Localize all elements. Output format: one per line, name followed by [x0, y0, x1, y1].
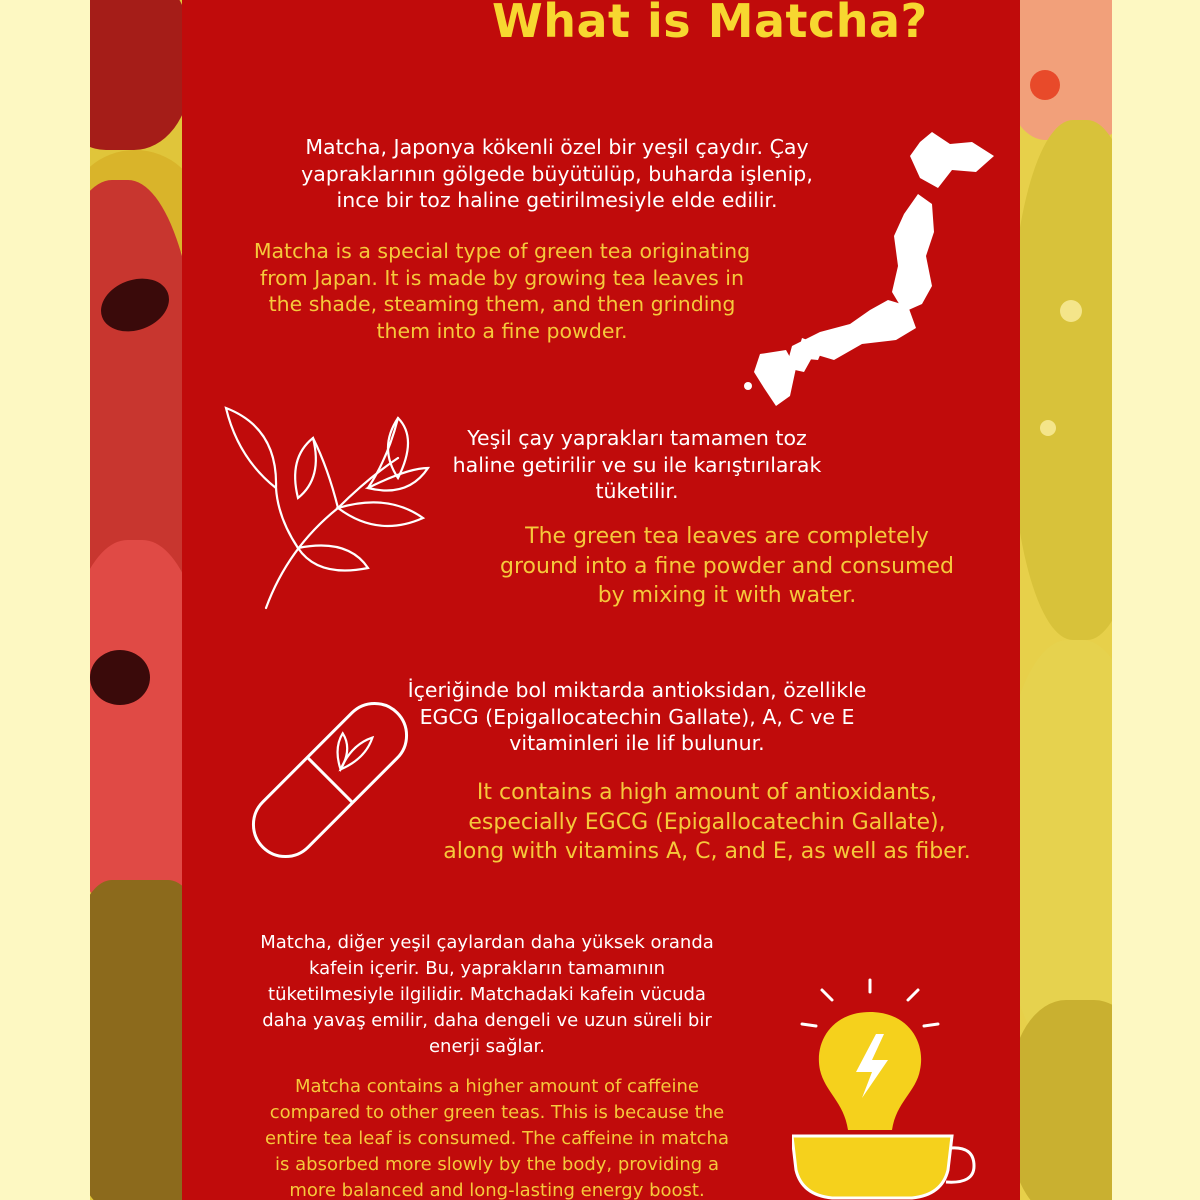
page-title: What is Matcha?: [492, 0, 928, 48]
section-2-english: The green tea leaves are completely ground into a fine powder and consumed by mixing it with water.: [500, 524, 954, 609]
japan-map-icon: [742, 124, 1002, 414]
energy-bulb-cup-icon: [792, 970, 1012, 1200]
left-background-art: [90, 0, 182, 1200]
section-4-turkish: Matcha, diğer yeşil çaylardan daha yüksek oranda kafein içerir. Bu, yaprakların tamamının tüketilmesiyle ilgilidir. Matchadaki kafein vücuda daha yavaş emilir, daha dengeli ve uzun süreli bir enerji sağlar.: [260, 932, 714, 1058]
content-panel: [182, 0, 1020, 1200]
section-3-english: It contains a high amount of antioxidants, especially EGCG (Epigallocatechin Gallate), along with vitamins A, C, and E, as well as fiber.: [443, 780, 971, 865]
section-3-turkish: İçeriğinde bol miktarda antioksidan, özellikle EGCG (Epigallocatechin Gallate), A, C ve E vitaminleri ile lif bulunur.: [407, 678, 867, 756]
section-4-english: Matcha contains a higher amount of caffeine compared to other green teas. This is because the entire tea leaf is consumed. The caffeine in matcha is absorbed more slowly by the body, providing a more balanced and long-lasting energy boost.: [265, 1076, 729, 1200]
section-1-english: Matcha is a special type of green tea originating from Japan. It is made by growing tea leaves in the shade, steaming them, and then grinding them into a fine powder.: [253, 239, 751, 343]
right-background-art: [1020, 0, 1112, 1200]
section-2-turkish: Yeşil çay yaprakları tamamen toz haline getirilir ve su ile karıştırılarak tüketilir.: [452, 426, 822, 504]
section-1-turkish: Matcha, Japonya kökenli özel bir yeşil çaydır. Çay yapraklarının gölgede büyütülüp, buharda işlenip, ince bir toz haline getirilmesiyle elde edilir.: [301, 135, 813, 213]
tea-leaves-icon: [218, 398, 438, 613]
